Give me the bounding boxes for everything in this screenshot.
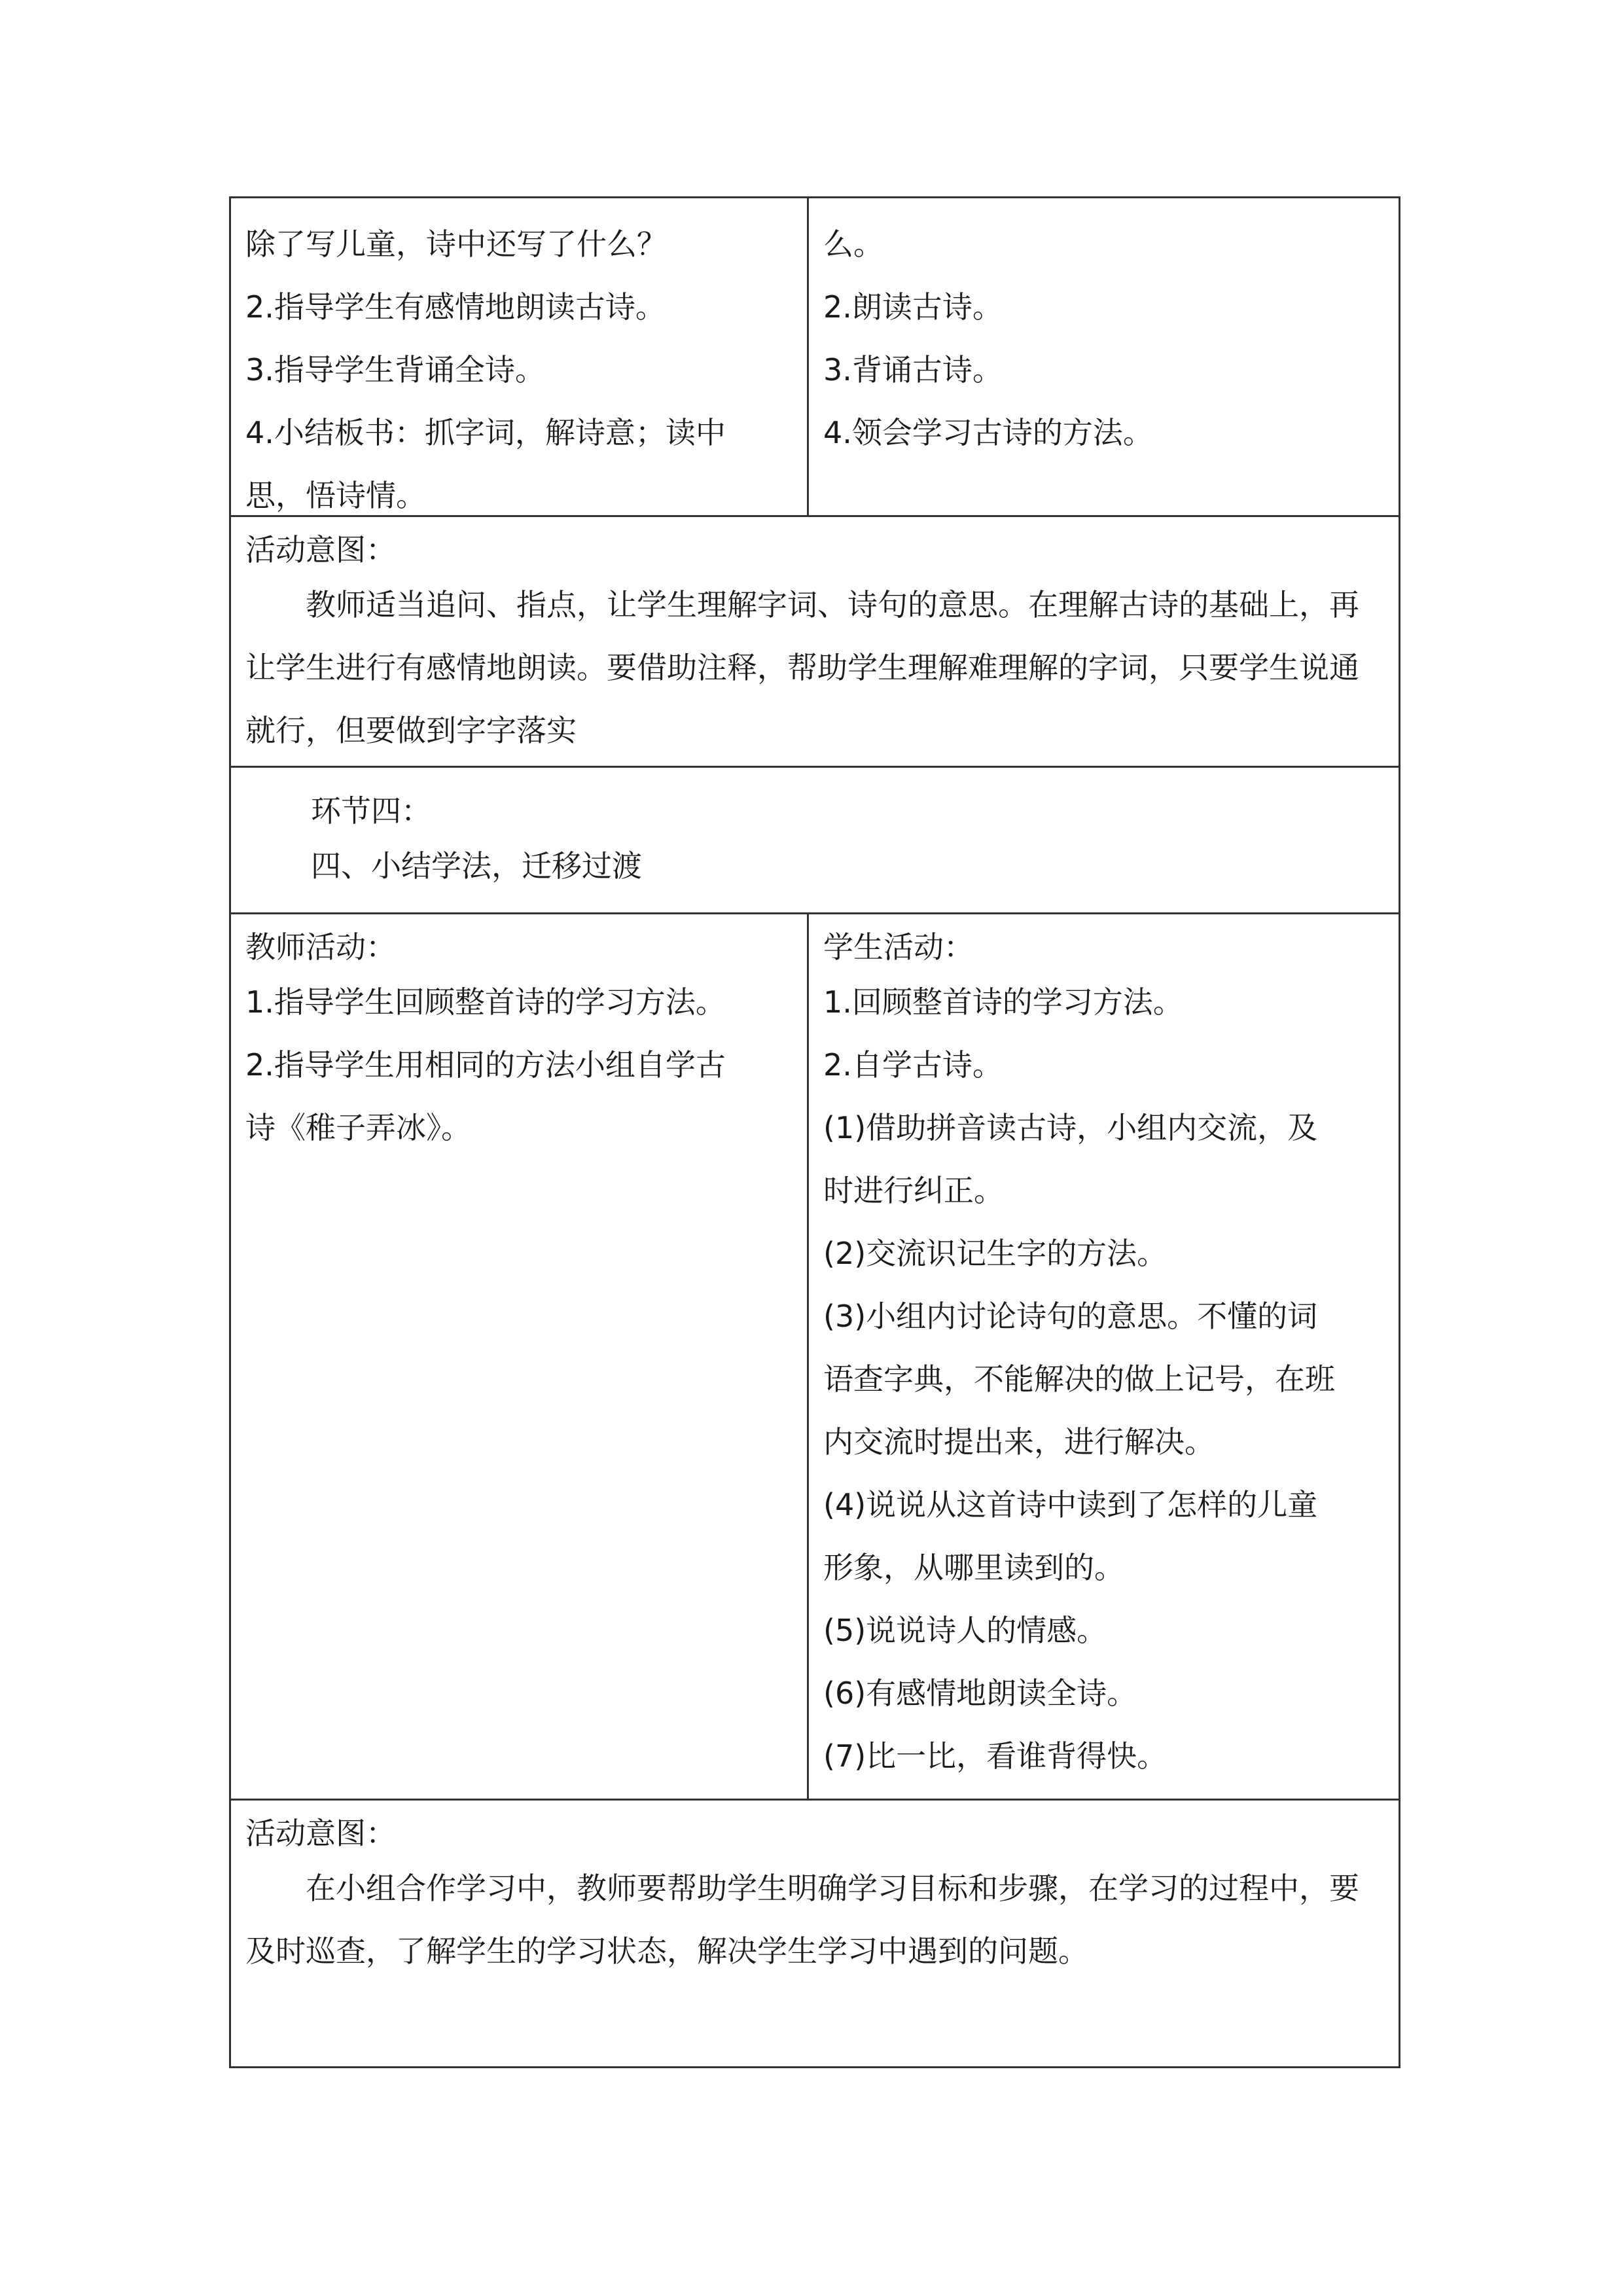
teacher-line: 1.指导学生回顾整首诗的学习方法。 [245, 984, 726, 1020]
student-line: (5)说说诗人的情感。 [823, 1613, 1107, 1648]
lesson-plan-table [229, 196, 1400, 2068]
activities-row-continued [231, 198, 1399, 517]
section-title: 四、小结学法，迁移过渡 [311, 848, 642, 884]
student-line: (7)比一比，看谁背得快。 [823, 1738, 1168, 1774]
student-line: 形象，从哪里读到的。 [823, 1550, 1124, 1585]
activity-intent-text: 在小组合作学习中，教师要帮助学生明确学习目标和步骤，在学习的过程中，要及时巡查，了解学生的学习状态，解决学生学习中遇到的问题。 [245, 1871, 1359, 1969]
teacher-activity-heading: 教师活动： [245, 929, 396, 965]
student-line: 4.领会学习古诗的方法。 [823, 415, 1153, 450]
activity-intent-heading: 活动意图： [245, 532, 396, 567]
teacher-line: 2.指导学生有感情地朗读古诗。 [245, 289, 666, 325]
student-line: 2.自学古诗。 [823, 1047, 1003, 1083]
section-four-cell [231, 768, 1399, 912]
student-line: (1)借助拼音读古诗，小组内交流，及 [823, 1110, 1318, 1145]
teacher-activity-cell [231, 914, 809, 1799]
teacher-line: 3.指导学生背诵全诗。 [245, 352, 545, 387]
teacher-line: 除了写儿童，诗中还写了什么？ [245, 226, 667, 262]
activity-intent-text: 教师适当追问、指点，让学生理解字词、诗句的意思。在理解古诗的基础上，再让学生进行有感情地朗读。要借助注释，帮助学生理解难理解的字词，只要学生说通就行，但要做到字字落实 [245, 587, 1359, 748]
student-line: (6)有感情地朗读全诗。 [823, 1676, 1137, 1711]
activity-intent-heading: 活动意图： [245, 1816, 396, 1851]
student-line: 么。 [823, 226, 883, 262]
student-line: 语查字典，不能解决的做上记号，在班 [823, 1361, 1335, 1397]
teacher-line: 2.指导学生用相同的方法小组自学古 [245, 1047, 726, 1083]
section-four-row [231, 768, 1399, 914]
teacher-line: 思，悟诗情。 [245, 478, 426, 513]
student-activity-heading: 学生活动： [823, 929, 974, 965]
student-line: (4)说说从这首诗中读到了怎样的儿童 [823, 1487, 1318, 1522]
student-line: 2.朗读古诗。 [823, 289, 1003, 325]
student-activity-cell [809, 914, 1399, 1799]
teacher-line: 4.小结板书：抓字词，解诗意；读中 [245, 415, 726, 450]
section-label: 环节四： [311, 793, 431, 829]
activity-intent-row [231, 1801, 1399, 2066]
student-line: 3.背诵古诗。 [823, 352, 1003, 387]
activity-intent-cell [231, 517, 1399, 766]
teacher-line: 诗《稚子弄冰》。 [245, 1110, 471, 1145]
student-line: (3)小组内讨论诗句的意思。不懂的词 [823, 1299, 1318, 1334]
student-activity-cell [809, 198, 1399, 515]
student-line: 内交流时提出来，进行解决。 [823, 1424, 1215, 1460]
student-line: (2)交流识记生字的方法。 [823, 1236, 1168, 1271]
activity-intent-row [231, 517, 1399, 768]
activity-intent-cell [231, 1801, 1399, 2066]
student-line: 1.回顾整首诗的学习方法。 [823, 984, 1183, 1020]
student-line: 时进行纠正。 [823, 1173, 1004, 1208]
activities-row [231, 914, 1399, 1801]
teacher-activity-cell [231, 198, 809, 515]
